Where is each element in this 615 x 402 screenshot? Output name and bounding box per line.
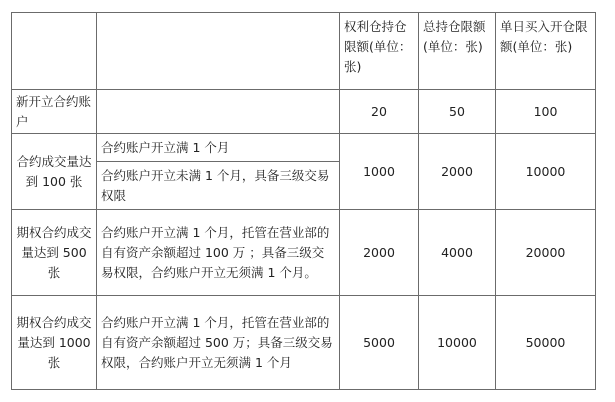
table-row [12, 210, 596, 296]
value-cell: 2000 [340, 210, 419, 296]
table-row [12, 296, 596, 390]
value-cell: 20 [340, 90, 419, 134]
category-cell: 期权合约成交量达到 1000 张 [12, 296, 97, 390]
header-total-position-limit: 总持仓限额(单位：张) [419, 13, 496, 90]
value-cell: 100 [496, 90, 596, 134]
category-cell: 新开立合约账户 [12, 90, 97, 134]
header-cell-empty-1 [12, 13, 97, 90]
condition-cell: 合约账户开立未满 1 个月，具备三级交易权限 [97, 162, 340, 210]
value-cell: 50 [419, 90, 496, 134]
table-row [12, 90, 596, 134]
table-row [12, 134, 596, 162]
value-cell: 1000 [340, 134, 419, 210]
header-cell-empty-2 [97, 13, 340, 90]
value-cell: 2000 [419, 134, 496, 210]
category-cell: 期权合约成交量达到 500 张 [12, 210, 97, 296]
header-row [12, 13, 596, 90]
value-cell: 20000 [496, 210, 596, 296]
value-cell: 4000 [419, 210, 496, 296]
position-limit-table [11, 12, 596, 390]
condition-cell: 合约账户开立满 1 个月 [97, 134, 340, 162]
value-cell: 5000 [340, 296, 419, 390]
condition-cell: 合约账户开立满 1 个月，托管在营业部的自有资产余额超过 100 万 ；具备三级交易权限，合约账户开立无须满 1 个月。 [97, 210, 340, 296]
value-cell: 10000 [496, 134, 596, 210]
category-cell: 合约成交量达到 100 张 [12, 134, 97, 210]
header-daily-open-limit: 单日买入开仓限额(单位：张) [496, 13, 596, 90]
value-cell: 50000 [496, 296, 596, 390]
header-right-position-limit: 权利仓持仓限额(单位：张) [340, 13, 419, 90]
condition-cell: 合约账户开立满 1 个月，托管在营业部的自有资产余额超过 500 万；具备三级交易权限，合约账户开立无须满 1 个月 [97, 296, 340, 390]
value-cell: 10000 [419, 296, 496, 390]
condition-cell [97, 90, 340, 134]
